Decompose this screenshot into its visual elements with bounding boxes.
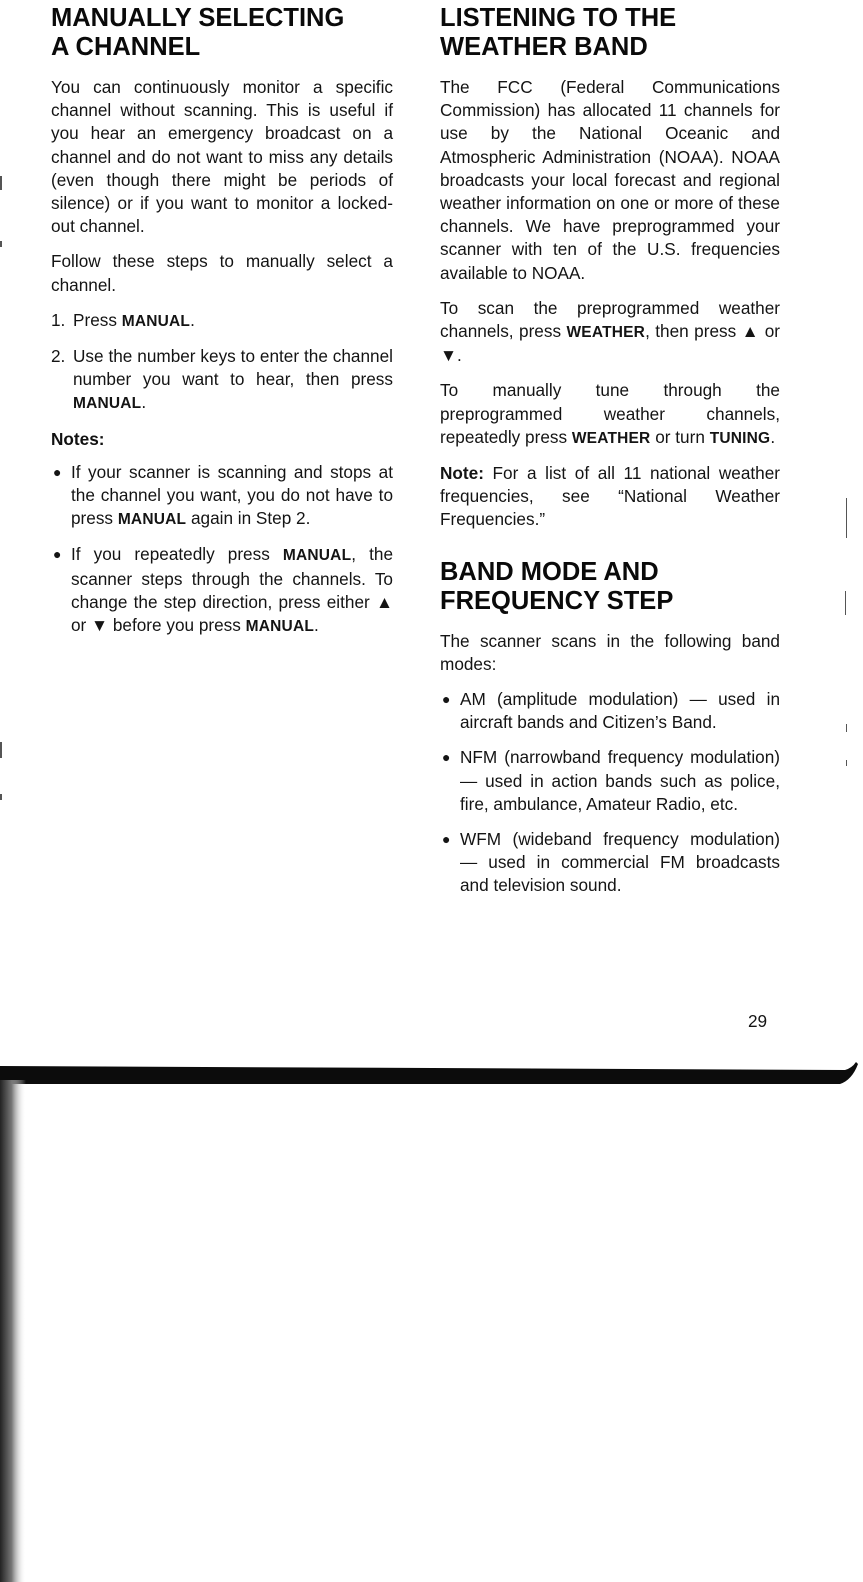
- scan-speck: [846, 498, 847, 538]
- key-name: MANUAL: [121, 312, 191, 330]
- binding-edge-shadow: [0, 1080, 26, 1582]
- fcc-paragraph: The FCC (Federal Communications Commission) has allocated 11 channels for use by the National Oceanic and Atmospheric Administration (NOAA). NOAA broadcasts your local forecast and regional weather information on one or more of these channels. We have preprogrammed your scanner with ten of the U.S. frequencies available to NOAA.: [440, 77, 780, 283]
- page-number: 29: [748, 1011, 768, 1031]
- note-text: , the scanner steps through the channels. To change the step direction, press either ▲ or ▼ before you press: [71, 544, 393, 636]
- band-mode-text: NFM (narrowband frequency modulation) — used in action bands such as police, fire, ambulance, Amateur Radio, etc.: [460, 747, 780, 814]
- heading-line: WEATHER BAND: [440, 33, 648, 61]
- step-item: [51, 345, 393, 416]
- step-text: .: [190, 309, 195, 330]
- key-name: MANUAL: [245, 618, 315, 636]
- notes-heading: Notes:: [51, 428, 105, 449]
- heading-line: FREQUENCY STEP: [440, 586, 674, 615]
- heading-line: BAND MODE AND: [440, 557, 659, 586]
- band-mode-item: [440, 746, 780, 816]
- band-mode-item: [440, 828, 780, 898]
- key-name: MANUAL: [117, 511, 187, 529]
- scan-speck: [846, 760, 847, 766]
- weather-note-paragraph: [440, 462, 780, 532]
- page-fold-shadow: [0, 1062, 863, 1086]
- band-intro: The scanner scans in the following band modes:: [440, 630, 780, 674]
- key-name: MANUAL: [282, 547, 352, 565]
- note-text: If you repeatedly press: [71, 544, 283, 565]
- key-name: WEATHER: [571, 429, 651, 447]
- intro-paragraph: You can continuously monitor a specific channel without scanning. This is useful if you hear an emergency broadcast on a channel and do not want to miss any details (even though there might be periods of silence) or if you want to monitor a locked-out channel.: [51, 77, 393, 237]
- bullet-icon: ●: [442, 691, 451, 708]
- heading-line: LISTENING TO THE: [440, 4, 677, 32]
- notes-list: [51, 461, 393, 638]
- bullet-icon: ●: [442, 831, 451, 848]
- steps-list: [51, 309, 393, 416]
- scan-speck: [846, 724, 847, 732]
- band-mode-text: AM (amplitude modulation) — used in aircraft bands and Citizen’s Band.: [460, 689, 780, 733]
- scan-speck: [0, 794, 2, 800]
- scan-speck: [0, 742, 2, 758]
- step-text: Press: [73, 309, 122, 330]
- bullet-icon: ●: [53, 463, 62, 480]
- band-mode-item: [440, 688, 780, 734]
- note-text: .: [314, 615, 319, 636]
- note-label: Note:: [440, 463, 484, 484]
- right-column: [440, 4, 780, 910]
- paragraph-text: .: [770, 426, 776, 447]
- step-item: [51, 309, 393, 333]
- steps-intro: Follow these steps to manually select a channel.: [51, 251, 393, 295]
- heading-band-mode: [440, 558, 780, 616]
- scan-speck: [845, 591, 846, 615]
- note-item: [51, 543, 393, 638]
- step-text: Use the number keys to enter the channel number you want to hear, then press: [73, 346, 393, 390]
- paragraph-text: , then press ▲ or ▼.: [440, 321, 780, 366]
- note-text: again in Step 2.: [186, 508, 311, 529]
- key-name: TUNING: [709, 429, 771, 447]
- scan-speck: [0, 241, 2, 247]
- heading-manually-selecting: [51, 4, 393, 62]
- bullet-icon: ●: [442, 749, 451, 766]
- paragraph-text: To manually tune through the preprogrammed weather channels, repeatedly press: [440, 380, 780, 447]
- paragraph-text: For a list of all 11 national weather frequencies, see “National Weather Frequencies.”: [440, 463, 780, 530]
- manual-weather-paragraph: [440, 379, 780, 450]
- band-mode-text: WFM (wideband frequency modulation) — used in commercial FM broadcasts and television sound.: [460, 829, 780, 896]
- heading-line: MANUALLY SELECTING: [51, 4, 345, 32]
- paragraph-text: or turn: [650, 426, 710, 447]
- heading-weather-band: [440, 4, 780, 62]
- key-name: WEATHER: [566, 324, 646, 342]
- left-column: [51, 4, 393, 650]
- heading-line: A CHANNEL: [51, 33, 201, 61]
- step-text: .: [141, 392, 147, 413]
- note-item: [51, 461, 393, 532]
- scan-weather-paragraph: [440, 297, 780, 368]
- step-number: 2.: [51, 346, 66, 367]
- paragraph-text: To scan the preprogrammed weather channels, press: [440, 297, 780, 342]
- band-modes-list: [440, 688, 780, 898]
- key-name: MANUAL: [73, 395, 142, 413]
- step-number: 1.: [51, 309, 66, 330]
- bullet-icon: ●: [53, 546, 62, 563]
- scan-speck: [0, 176, 2, 190]
- note-text: If your scanner is scanning and stops at the channel you want, you do not have to press: [71, 461, 393, 529]
